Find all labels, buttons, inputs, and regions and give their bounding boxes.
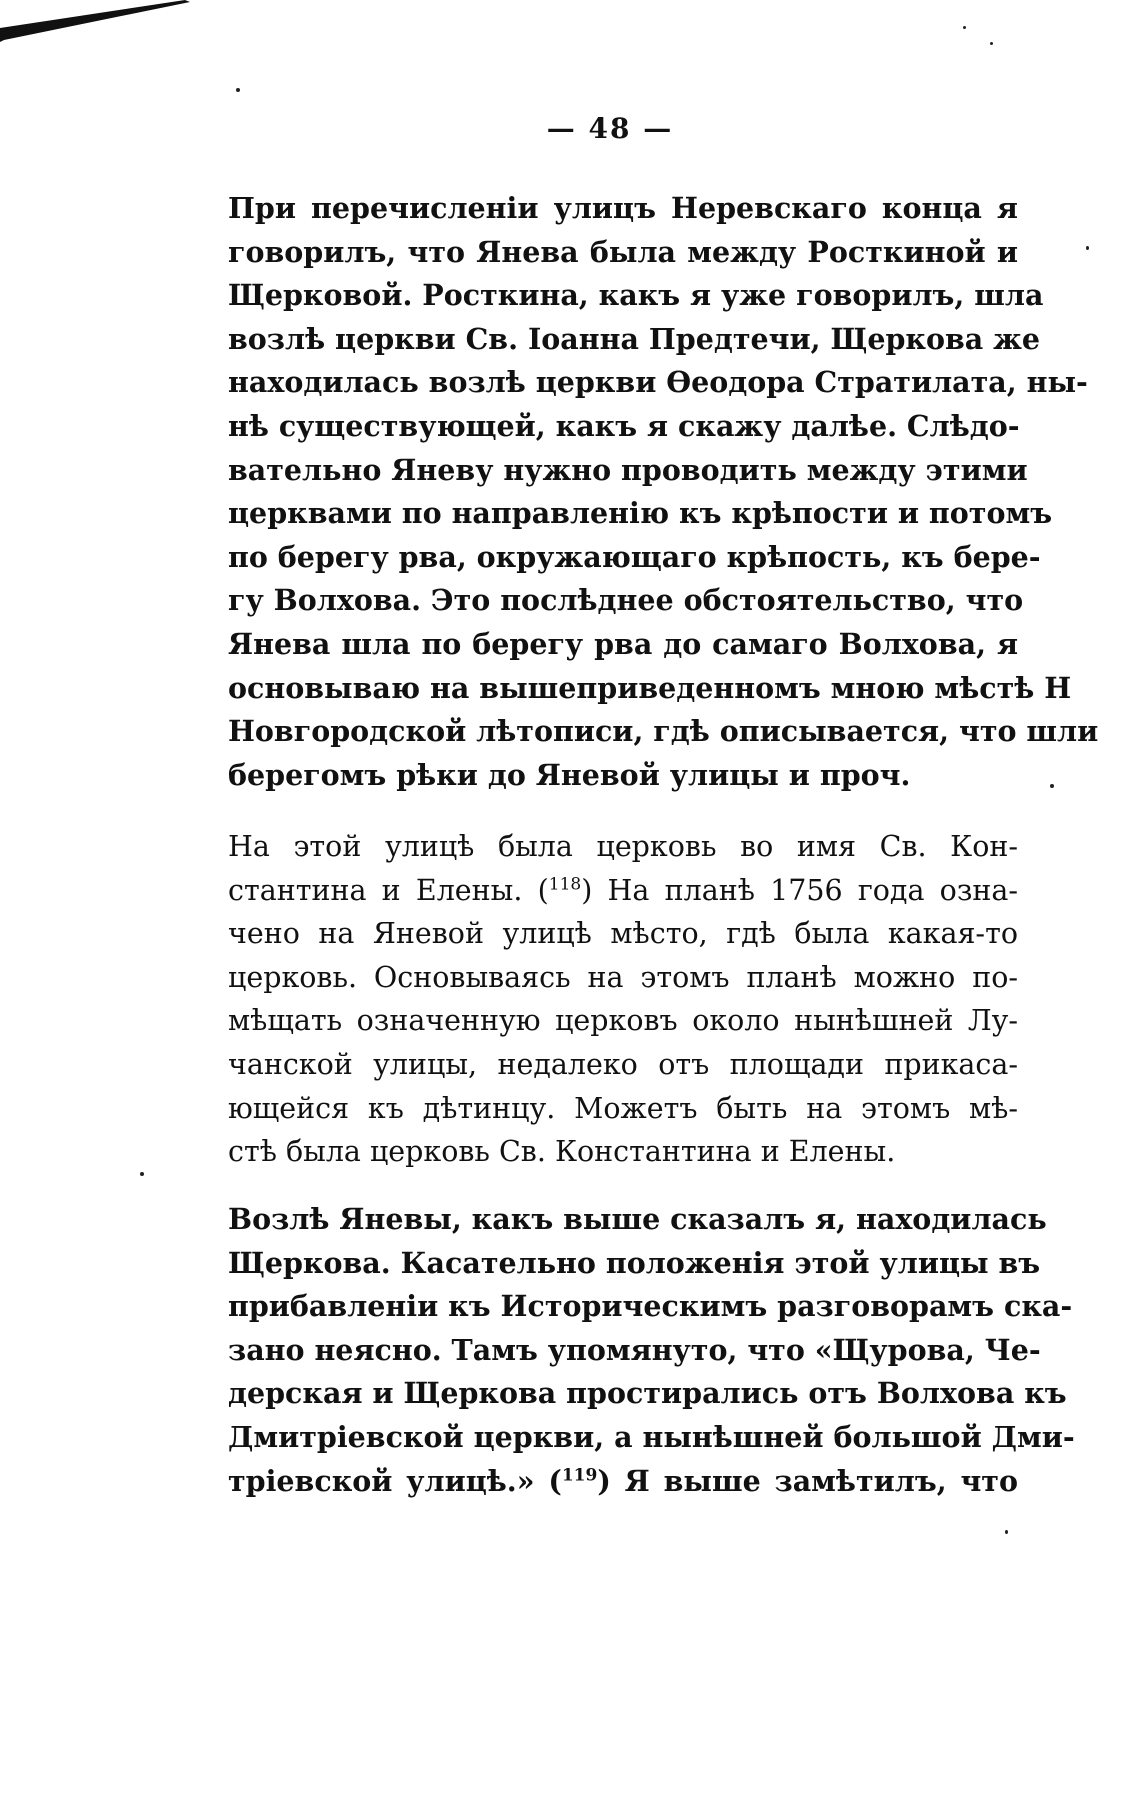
scan-speck [236, 88, 240, 92]
scan-edge-mark [0, 0, 190, 46]
text-line: Новгородской лѣтописи, гдѣ описывается, что шли [228, 714, 1099, 749]
text-line: церковь. Основываясь на этомъ планѣ можно по- [228, 960, 1018, 994]
text-line: находилась возлѣ церкви Ѳеодора Стратилата, ны- [228, 365, 1088, 400]
footnote-ref: 118 [548, 874, 582, 895]
text-line: гу Волхова. Это послѣднее обстоятельство, что [228, 583, 1024, 618]
text-line: нѣ существующей, какъ я скажу далѣе. Слѣдо- [228, 408, 1020, 443]
scan-speck [1050, 784, 1054, 788]
text-line: дерская и Щеркова простирались отъ Волхова къ [228, 1376, 1067, 1411]
text-line: прибавленіи къ Историческимъ разговорамъ ска- [228, 1289, 1073, 1324]
paragraph-3 [228, 1198, 1075, 1503]
text-line: чанской улицы, недалеко отъ площади прикаса- [228, 1047, 1018, 1081]
text-line: чено на Яневой улицѣ мѣсто, гдѣ была какая-то [228, 917, 1018, 951]
scan-speck [1005, 1530, 1008, 1534]
text-line: При перечисленіи улицъ Неревскаго конца я [228, 191, 1018, 225]
scan-speck [963, 26, 966, 29]
text-line: Щеркова. Касательно положенія этой улицы въ [228, 1245, 1041, 1280]
text-segment: Я выше замѣтилъ, что [624, 1463, 1018, 1498]
text-segment: тріевской улицѣ.» [228, 1463, 535, 1498]
scan-speck [990, 42, 993, 45]
footnote-ref: 119 [561, 1465, 598, 1486]
text-line: церквами по направленію къ крѣпости и потомъ [228, 496, 1053, 531]
text-line: Щерковой. Росткина, какъ я уже говорилъ, шла [228, 278, 1044, 313]
paragraph-2 [228, 825, 1018, 1174]
text-line: мѣщать означенную церковъ около нынѣшней Лу- [228, 1004, 1018, 1038]
text-line: Янева шла по берегу рва до самаго Волхова, я [228, 626, 1018, 661]
text-line: Возлѣ Яневы, какъ выше сказалъ я, находилась [228, 1202, 1047, 1236]
text-line: тріевской улицѣ.» ($^{119}$) Я выше замѣтилъ, что [228, 1463, 1018, 1498]
text-line: стѣ была церковь Св. Константина и Елены. [228, 1135, 896, 1169]
text-line: говорилъ, что Янева была между Росткиной и [228, 234, 1018, 269]
text-segment: стантина и Елены. [228, 873, 523, 907]
text-line: зано неясно. Тамъ упомянуто, что «Щурова, Че- [228, 1332, 1041, 1367]
page-number: — 48 — [546, 112, 674, 145]
text-line: по берегу рва, окружающаго крѣпость, къ бере- [228, 539, 1041, 574]
paragraph-1 [228, 187, 1099, 797]
text-line: Дмитріевской церкви, а нынѣшней большой Дми- [228, 1419, 1075, 1454]
text-line: берегомъ рѣки до Яневой улицы и проч. [228, 757, 911, 792]
scan-speck [140, 1172, 144, 1176]
text-line: вательно Яневу нужно проводить между этими [228, 452, 1028, 487]
text-line: ющейся къ дѣтинцу. Можетъ быть на этомъ мѣ- [228, 1091, 1018, 1125]
text-line: На этой улицѣ была церковь во имя Св. Кон- [228, 830, 1018, 863]
text-line: стантина и Елены. ($^{118}$) На планѣ 1756 года озна- [228, 873, 1018, 907]
text-segment: На планѣ 1756 года озна- [607, 873, 1018, 907]
text-line: основываю на вышеприведенномъ мною мѣстѣ Н [228, 670, 1072, 705]
text-line: возлѣ церкви Св. Іоанна Предтечи, Щеркова же [228, 321, 1041, 356]
scan-speck [1086, 246, 1089, 250]
